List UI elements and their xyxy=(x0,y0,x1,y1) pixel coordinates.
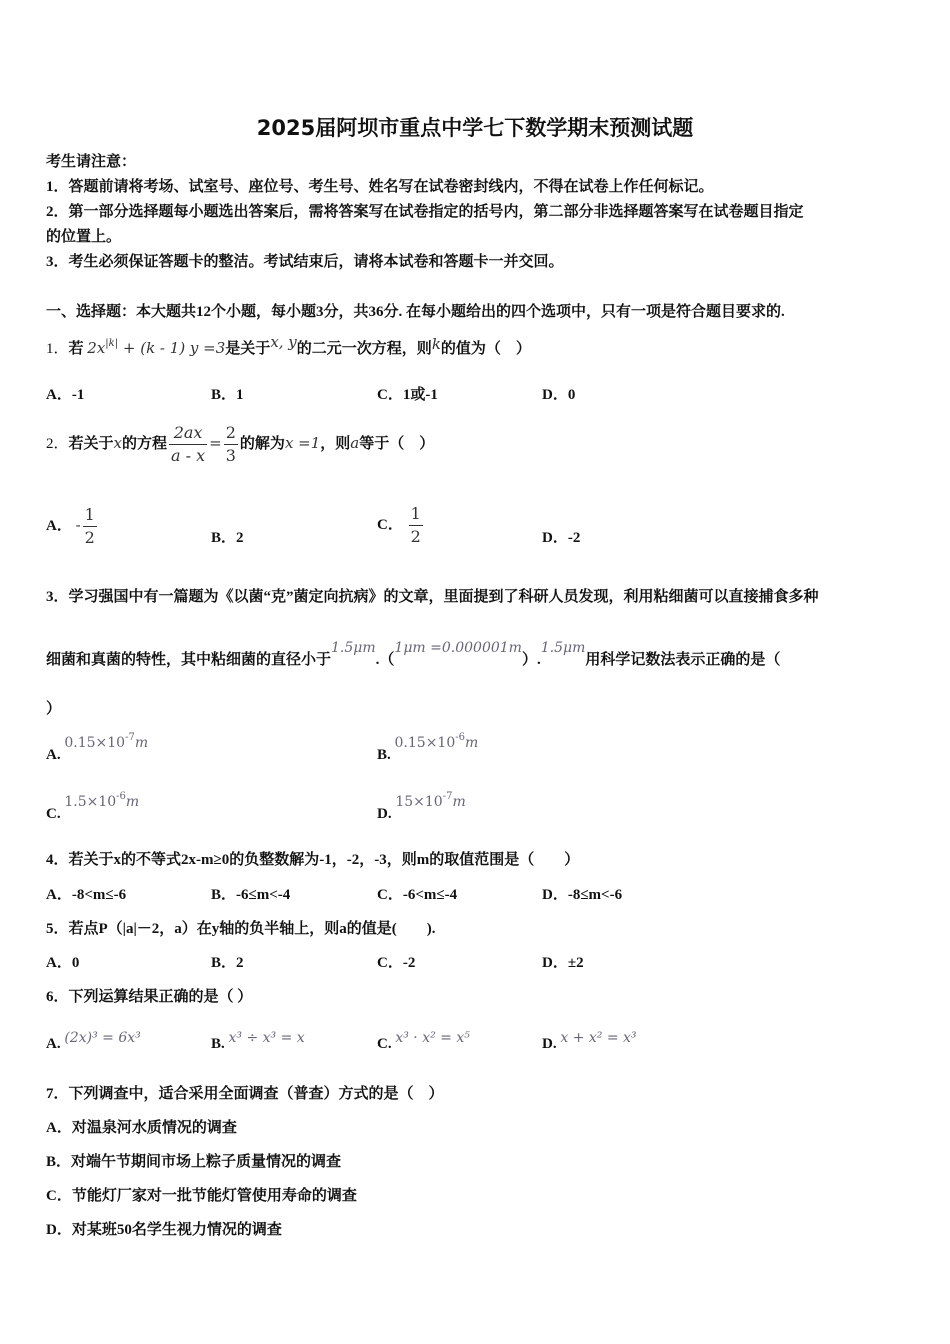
q3-option-a-base: 0.15×10 xyxy=(64,735,126,751)
q1-eq-term: 2x xyxy=(87,339,106,357)
question-3-line-1: 3．学习强国中有一篇题为《以菌“克”菌定向抗病》的文章，里面提到了科研人员发现，利用粘细菌可以直接捕食多种 xyxy=(46,589,819,605)
q2-option-a-sign: - xyxy=(75,516,81,534)
q3-option-a-expr xyxy=(64,732,149,751)
question-number: 2． xyxy=(46,436,69,452)
q3-text-post: 用科学记数法表示正确的是（ xyxy=(585,652,781,668)
q6-option-c-label: C. xyxy=(377,1036,392,1052)
q6-option-a xyxy=(46,1030,141,1054)
q2-lhs-denominator: a - x xyxy=(171,446,206,466)
q1-equation xyxy=(87,339,225,357)
q3-option-a-unit: m xyxy=(134,735,149,751)
q4-option-c: C．-6<m≤-4 xyxy=(377,887,458,903)
q6-option-a-expr: (2x)³ = 6x³ xyxy=(64,1030,141,1046)
q2-text-post: 等于（ ） xyxy=(359,436,435,452)
q2-option-d: D．-2 xyxy=(542,530,581,546)
question-3-line-2 xyxy=(46,640,781,670)
q6-option-b-expr: x³ ÷ x³ = x xyxy=(228,1030,305,1046)
question-1 xyxy=(46,333,531,361)
q2-option-c-denominator: 2 xyxy=(410,527,421,547)
q1-text-mid: 是关于 xyxy=(225,341,271,357)
q3-text-mid2: ）. xyxy=(521,652,541,668)
q2-option-a-denominator: 2 xyxy=(84,528,95,548)
q7-option-b: B．对端午节期间市场上粽子质量情况的调查 xyxy=(46,1154,342,1170)
q2-var-a: a xyxy=(350,434,360,452)
q6-option-d xyxy=(542,1030,637,1054)
q5-option-a: A．0 xyxy=(46,955,80,971)
q3-text-pre: 细菌和真菌的特性，其中粘细菌的直径小于 xyxy=(46,652,332,668)
q1-eq-rest: + (k - 1) y =3 xyxy=(122,339,226,357)
q2-option-c-label: C． xyxy=(377,517,403,533)
q2-text-mid2: 的解为 xyxy=(239,436,285,452)
q4-option-a: A．-8<m≤-6 xyxy=(46,887,127,903)
q1-text-post: 的值为（ ） xyxy=(440,341,531,357)
q3-option-c-expr xyxy=(64,791,140,810)
question-2 xyxy=(46,420,434,467)
notice-item-3: 3．考生必须保证答题卡的整洁。考试结束后，请将本试卷和答题卡一并交回。 xyxy=(46,254,564,270)
q2-rhs-numerator: 2 xyxy=(224,422,238,445)
q3-option-d-expr xyxy=(395,791,466,810)
q1-vars: x, y xyxy=(270,333,297,351)
notice-heading: 考生请注意： xyxy=(46,154,137,170)
q6-option-c xyxy=(377,1030,470,1054)
q4-option-d: D．-8≤m<-6 xyxy=(542,887,623,903)
q2-option-c-numerator: 1 xyxy=(409,503,423,526)
q1-option-c: C．1或-1 xyxy=(377,387,438,403)
q3-option-b-base: 0.15×10 xyxy=(394,735,456,751)
q3-option-d-unit: m xyxy=(452,794,466,810)
q2-text-mid3: ，则 xyxy=(320,436,351,452)
notice-item-1: 1．答题前请将考场、试室号、座位号、考生号、姓名写在试卷密封线内，不得在试卷上作任何标记。 xyxy=(46,179,714,195)
q3-text-mid: .（ xyxy=(375,652,395,668)
q1-text-mid2: 的二元一次方程，则 xyxy=(296,341,432,357)
q2-text-mid: 的方程 xyxy=(122,436,168,452)
q2-option-b: B．2 xyxy=(211,530,244,546)
q2-rhs-denominator: 3 xyxy=(225,446,236,466)
q3-value-2: 1μm =0.000001m xyxy=(394,640,522,656)
q3-option-d-label: D. xyxy=(377,806,392,822)
q2-option-a-fraction xyxy=(83,504,97,549)
q2-option-a xyxy=(46,502,99,549)
question-3-line-3: ） xyxy=(46,701,62,717)
q3-option-c-unit: m xyxy=(125,794,140,810)
q3-value-3: 1.5μm xyxy=(540,640,586,656)
q2-solution: x =1 xyxy=(284,434,321,452)
notice-item-2-cont: 的位置上。 xyxy=(46,229,122,245)
q5-option-b: B．2 xyxy=(211,955,244,971)
q1-option-a: A．-1 xyxy=(46,387,85,403)
q1-k: k xyxy=(431,335,441,353)
q3-option-a-label: A. xyxy=(46,747,61,763)
q3-option-b-exponent: -6 xyxy=(455,732,465,743)
q1-option-b: B．1 xyxy=(211,387,244,403)
page-title: 2025届阿坝市重点中学七下数学期末预测试题 xyxy=(256,116,694,140)
q3-option-b-label: B. xyxy=(377,747,391,763)
q1-text-pre: 若 xyxy=(68,341,84,357)
q6-option-a-label: A. xyxy=(46,1036,61,1052)
q7-option-c: C．节能灯厂家对一批节能灯管使用寿命的调查 xyxy=(46,1188,357,1204)
q3-option-c-base: 1.5×10 xyxy=(64,794,117,810)
q6-option-b xyxy=(211,1030,305,1054)
q6-option-c-expr: x³ · x² = x⁵ xyxy=(395,1030,470,1046)
q2-lhs-fraction xyxy=(169,422,207,467)
notice-item-2: 2．第一部分选择题每小题选出答案后，需将答案写在试卷指定的括号内，第二部分非选择题答案写在试卷题目指定 xyxy=(46,204,804,220)
q2-text-pre: 若关于 xyxy=(68,436,114,452)
q6-option-d-expr: x + x² = x³ xyxy=(560,1030,637,1046)
q1-eq-exponent: |k| xyxy=(105,338,119,349)
q7-option-d: D．对某班50名学生视力情况的调查 xyxy=(46,1222,282,1238)
q3-option-c-label: C. xyxy=(46,806,61,822)
q2-var-x: x xyxy=(113,434,122,452)
q2-option-a-numerator: 1 xyxy=(83,504,97,527)
q3-option-b-unit: m xyxy=(464,735,479,751)
question-6: 6．下列运算结果正确的是（ ） xyxy=(46,989,253,1005)
q2-equals: = xyxy=(209,434,222,452)
q5-option-d: D．±2 xyxy=(542,955,584,971)
q6-option-d-label: D. xyxy=(542,1036,557,1052)
q3-option-d-exponent: -7 xyxy=(442,791,453,802)
q2-option-c xyxy=(377,502,425,548)
question-7: 7．下列调查中，适合采用全面调查（普查）方式的是（ ） xyxy=(46,1086,444,1102)
q3-value-1: 1.5μm xyxy=(331,640,376,656)
q2-option-c-fraction xyxy=(409,503,423,548)
q1-option-d: D．0 xyxy=(542,387,576,403)
q6-option-b-label: B. xyxy=(211,1036,225,1052)
question-4: 4．若关于x的不等式2x-m≥0的负整数解为-1，-2，-3，则m的取值范围是（ ） xyxy=(46,852,580,868)
q7-option-a: A．对温泉河水质情况的调查 xyxy=(46,1120,237,1136)
q5-option-c: C．-2 xyxy=(377,955,416,971)
q2-option-a-label: A． xyxy=(46,518,72,534)
question-5: 5．若点P（|a|－2，a）在y轴的负半轴上，则a的值是( ). xyxy=(46,921,436,937)
q2-lhs-numerator: 2ax xyxy=(169,422,207,445)
q2-rhs-fraction xyxy=(224,422,238,467)
q3-option-c-exponent: -6 xyxy=(116,791,126,802)
section-heading: 一、选择题：本大题共12个小题，每小题3分，共36分. 在每小题给出的四个选项中，只有一项是符合题目要求的. xyxy=(46,304,785,320)
q4-option-b: B．-6≤m<-4 xyxy=(211,887,291,903)
question-number: 1． xyxy=(46,341,69,357)
q3-option-a-exponent: -7 xyxy=(125,732,135,743)
q3-option-d-base: 15×10 xyxy=(395,794,443,810)
q3-option-b-expr xyxy=(394,732,479,751)
